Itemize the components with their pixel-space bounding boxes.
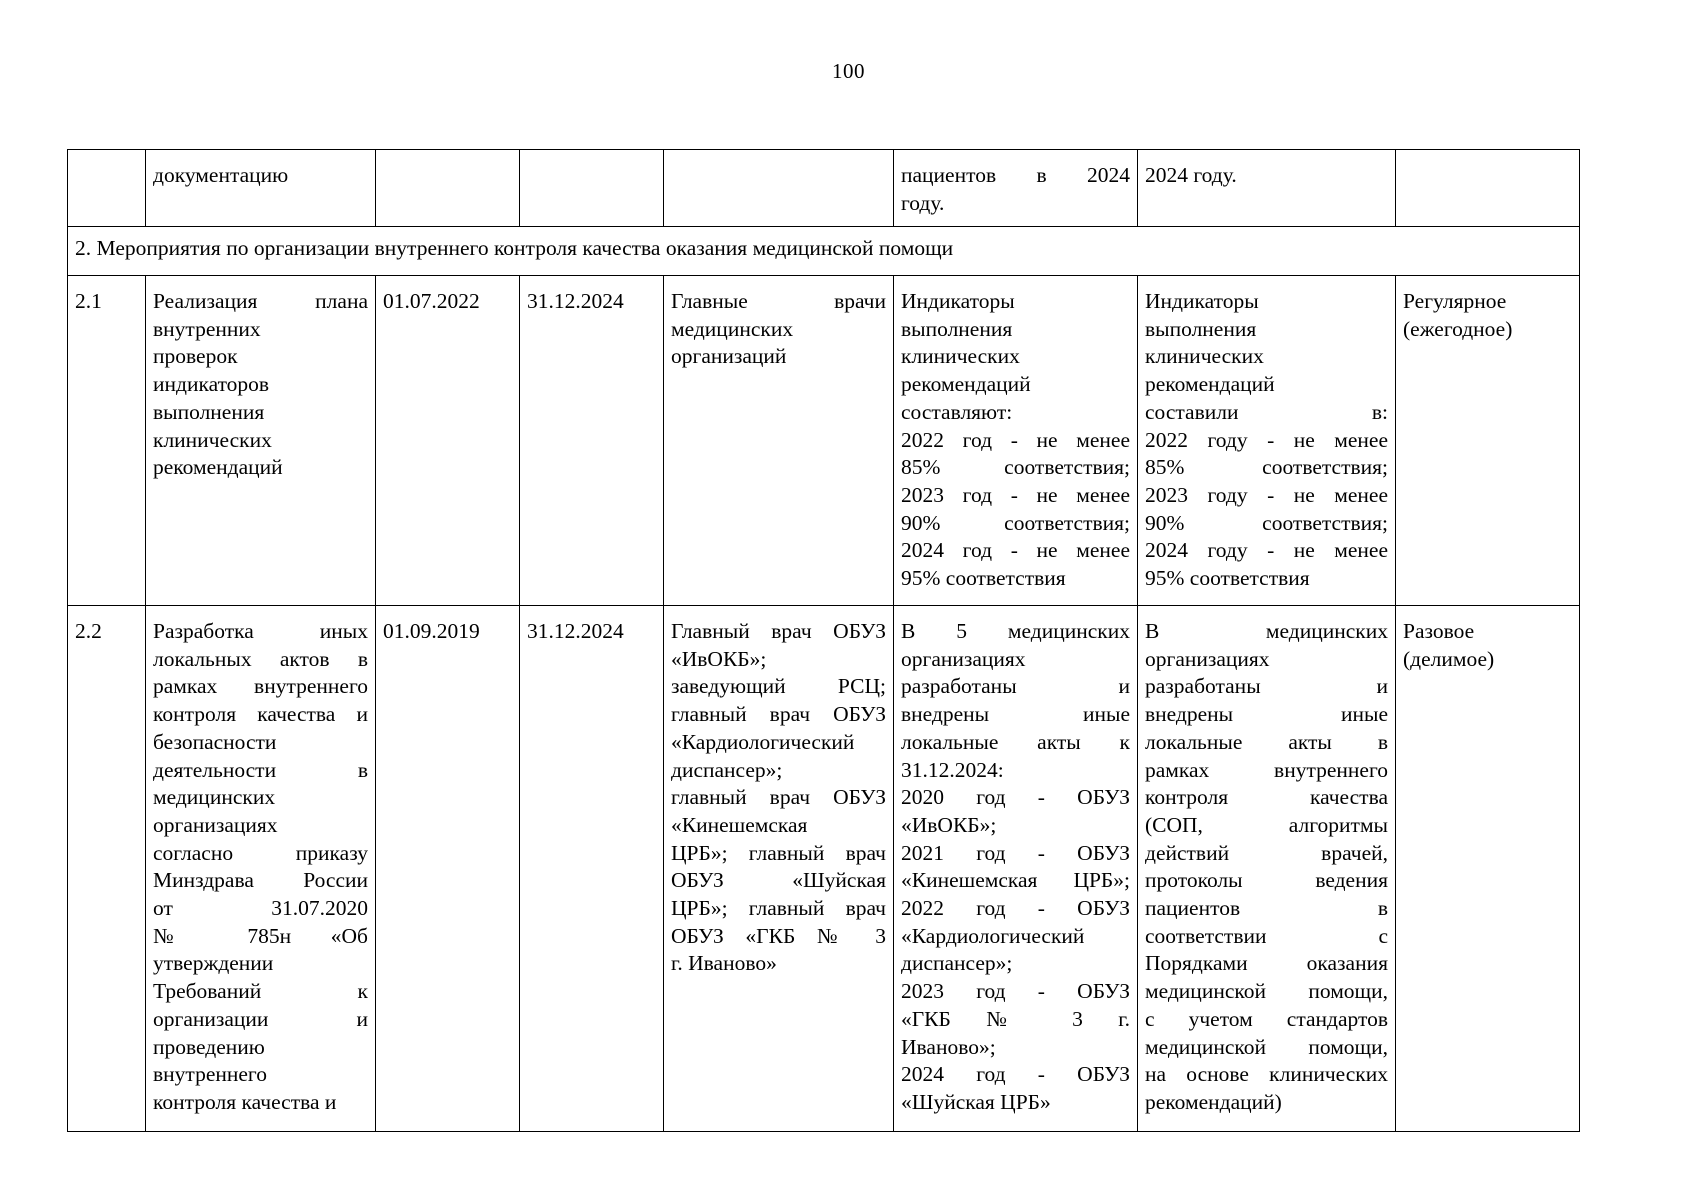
cell-line: Индикаторы <box>1145 289 1259 313</box>
cell-line: 2020 год - ОБУЗ <box>901 785 1130 810</box>
cell-line: организациях <box>901 646 1026 671</box>
cell-line: контроля качества и <box>153 1089 337 1114</box>
cell-line: рамках внутреннего <box>153 674 368 699</box>
cell-line: Главный врач ОБУЗ <box>671 619 886 643</box>
cell-line: безопасности <box>153 729 277 754</box>
cell-line: Разовое <box>1403 619 1475 643</box>
cell-line: внутренних <box>153 316 261 341</box>
cell-line: соответствии с <box>1145 923 1388 948</box>
cell-line: (СОП, алгоритмы <box>1145 812 1388 837</box>
cell-line: Регулярное <box>1403 289 1507 313</box>
cell-line: 31.12.2024: <box>901 757 1004 782</box>
cont-desc-cell: документацию <box>146 150 376 227</box>
cell-line: контроля качества и <box>153 702 368 727</box>
cell-line: заведующий РСЦ; <box>671 674 886 699</box>
cell-line: «Кинешемская ЦРБ»; <box>901 868 1130 893</box>
cell-line: рамках внутреннего <box>1145 757 1388 782</box>
cell-line: (ежегодное) <box>1403 316 1513 341</box>
cell-line: локальные акты к <box>901 729 1130 754</box>
cell-line: диспансер»; <box>671 757 783 782</box>
cell-line: главный врач ОБУЗ <box>671 785 886 810</box>
cell-line: диспансер»; <box>901 951 1013 976</box>
cont-start-cell <box>376 150 520 227</box>
cell-line: действий врачей, <box>1145 840 1388 865</box>
cell-line: «Кардиологический <box>901 923 1085 948</box>
cell-line: выполнения <box>1145 316 1257 341</box>
cell-line: Требований к <box>153 979 368 1004</box>
cell-line: внедрены иные <box>901 702 1130 727</box>
cell-line: 95% соответствия <box>1145 566 1310 591</box>
cont-type-cell <box>1396 150 1580 227</box>
table-row <box>68 276 1580 606</box>
row-responsible <box>664 606 894 1132</box>
cell-line: выполнения <box>153 399 265 424</box>
cell-line: ЦРБ»; главный врач <box>671 840 886 865</box>
cell-line: «ИвОКБ»; <box>671 646 767 671</box>
cell-line: организациях <box>153 812 278 837</box>
cell-line: локальных актов в <box>153 646 368 671</box>
cell-line: медицинской помощи, <box>1145 1034 1388 1059</box>
cell-line: организаций <box>671 344 787 369</box>
page-number: 100 <box>832 59 865 83</box>
row-end-date: 31.12.2024 <box>520 276 664 606</box>
cell-line: организациях <box>1145 646 1270 671</box>
cell-line: с учетом стандартов <box>1145 1006 1388 1031</box>
cell-line: 90% соответствия; <box>901 510 1130 535</box>
cell-line: разработаны и <box>1145 674 1388 699</box>
cell-line: рекомендаций <box>1145 372 1275 397</box>
cell-line: (делимое) <box>1403 646 1495 671</box>
cont-num-cell <box>68 150 146 227</box>
cell-line: от 31.07.2020 <box>153 896 368 921</box>
cell-line: медицинских <box>671 316 794 341</box>
cell-line: Иваново»; <box>901 1034 996 1059</box>
row-type <box>1396 606 1580 1132</box>
cell-line: рекомендаций) <box>1145 1089 1282 1114</box>
row-expected-result <box>894 276 1138 606</box>
cell-line: 2023 году - не менее <box>1145 482 1388 507</box>
cell-line: 95% соответствия <box>901 566 1066 591</box>
section-header: 2. Мероприятия по организации внутреннего контроля качества оказания медицинской помощи <box>68 227 1580 276</box>
cell-line: Индикаторы <box>901 289 1015 313</box>
cell-line: В 5 медицинских <box>901 619 1130 643</box>
row-description <box>146 606 376 1132</box>
cell-line: внутреннего <box>153 1062 267 1087</box>
cell-line: медицинской помощи, <box>1145 979 1388 1004</box>
cell-line: 90% соответствия; <box>1145 510 1388 535</box>
cell-line: разработаны и <box>901 674 1130 699</box>
cell-line: В медицинских <box>1145 619 1388 643</box>
row-number: 2.1 <box>68 276 146 606</box>
cell-line: организации и <box>153 1006 368 1031</box>
cell-line: Порядками оказания <box>1145 951 1388 976</box>
cell-line: главный врач ОБУЗ <box>671 702 886 727</box>
row-start-date: 01.09.2019 <box>376 606 520 1132</box>
cell-line: согласно приказу <box>153 840 368 865</box>
cell-line: рекомендаций <box>153 455 283 480</box>
cont-result-cell: 2024 году. <box>1138 150 1396 227</box>
cell-line: 2024 год - ОБУЗ <box>901 1062 1130 1087</box>
cell-line: Реализация плана <box>153 289 368 313</box>
row-number: 2.2 <box>68 606 146 1132</box>
cell-line: «ИвОКБ»; <box>901 812 997 837</box>
cont-expected-cell <box>894 150 1138 227</box>
cell-line: Минздрава России <box>153 868 368 893</box>
measures-table <box>67 149 1580 1132</box>
cell-line: выполнения <box>901 316 1013 341</box>
cell-line: «ГКБ № 3 г. <box>901 1006 1130 1031</box>
cell-line: ЦРБ»; главный врач <box>671 896 886 921</box>
cell-line: на основе клинических <box>1145 1062 1388 1087</box>
cell-line: 2023 год - ОБУЗ <box>901 979 1130 1004</box>
row-start-date: 01.07.2022 <box>376 276 520 606</box>
cell-line: «Кинешемская <box>671 812 808 837</box>
cell-line: составили в: <box>1145 399 1388 424</box>
cell-line: году. <box>901 190 945 215</box>
cont-responsible-cell <box>664 150 894 227</box>
cell-line: составляют: <box>901 399 1013 424</box>
cell-line: 2023 год - не менее <box>901 482 1130 507</box>
cell-line: Главные врачи <box>671 289 886 313</box>
cell-line: 2022 год - не менее <box>901 427 1130 452</box>
cell-line: индикаторов <box>153 372 270 397</box>
cell-line: 85% соответствия; <box>901 455 1130 480</box>
cell-line: Разработка иных <box>153 619 368 643</box>
cell-line: медицинских <box>153 785 276 810</box>
cell-line: проведению <box>153 1034 265 1059</box>
row-expected-result <box>894 606 1138 1132</box>
row-description <box>146 276 376 606</box>
cell-line: клинических <box>901 344 1020 369</box>
cell-line: рекомендаций <box>901 372 1031 397</box>
row-responsible <box>664 276 894 606</box>
cell-line: № 785н «Об <box>153 923 368 948</box>
cell-line: локальные акты в <box>1145 729 1388 754</box>
cell-line: клинических <box>1145 344 1264 369</box>
cell-line: «Кардиологический <box>671 729 855 754</box>
cell-line: протоколы ведения <box>1145 868 1388 893</box>
row-actual-result <box>1138 276 1396 606</box>
cell-line: проверок <box>153 344 238 369</box>
cell-line: утверждении <box>153 951 274 976</box>
cell-line: 2022 год - ОБУЗ <box>901 896 1130 921</box>
cell-line: внедрены иные <box>1145 702 1388 727</box>
cell-line: 2022 году - не менее <box>1145 427 1388 452</box>
cell-line: 2024 год - не менее <box>901 538 1130 563</box>
cell-line: пациентов в 2024 <box>901 163 1130 187</box>
cell-line: контроля качества <box>1145 785 1388 810</box>
section-header-row <box>68 227 1580 276</box>
cell-line: клинических <box>153 427 272 452</box>
cell-line: г. Иваново» <box>671 951 777 976</box>
continuation-row <box>68 150 1580 227</box>
cell-line: деятельности в <box>153 757 368 782</box>
row-actual-result <box>1138 606 1396 1132</box>
cell-line: ОБУЗ «ГКБ № 3 <box>671 923 886 948</box>
cont-end-cell <box>520 150 664 227</box>
cell-line: ОБУЗ «Шуйская <box>671 868 886 893</box>
cell-line: «Шуйская ЦРБ» <box>901 1089 1051 1114</box>
row-type <box>1396 276 1580 606</box>
cell-line: 2021 год - ОБУЗ <box>901 840 1130 865</box>
cell-line: 85% соответствия; <box>1145 455 1388 480</box>
row-end-date: 31.12.2024 <box>520 606 664 1132</box>
table-row <box>68 606 1580 1132</box>
cell-line: 2024 году - не менее <box>1145 538 1388 563</box>
cell-line: пациентов в <box>1145 896 1388 921</box>
